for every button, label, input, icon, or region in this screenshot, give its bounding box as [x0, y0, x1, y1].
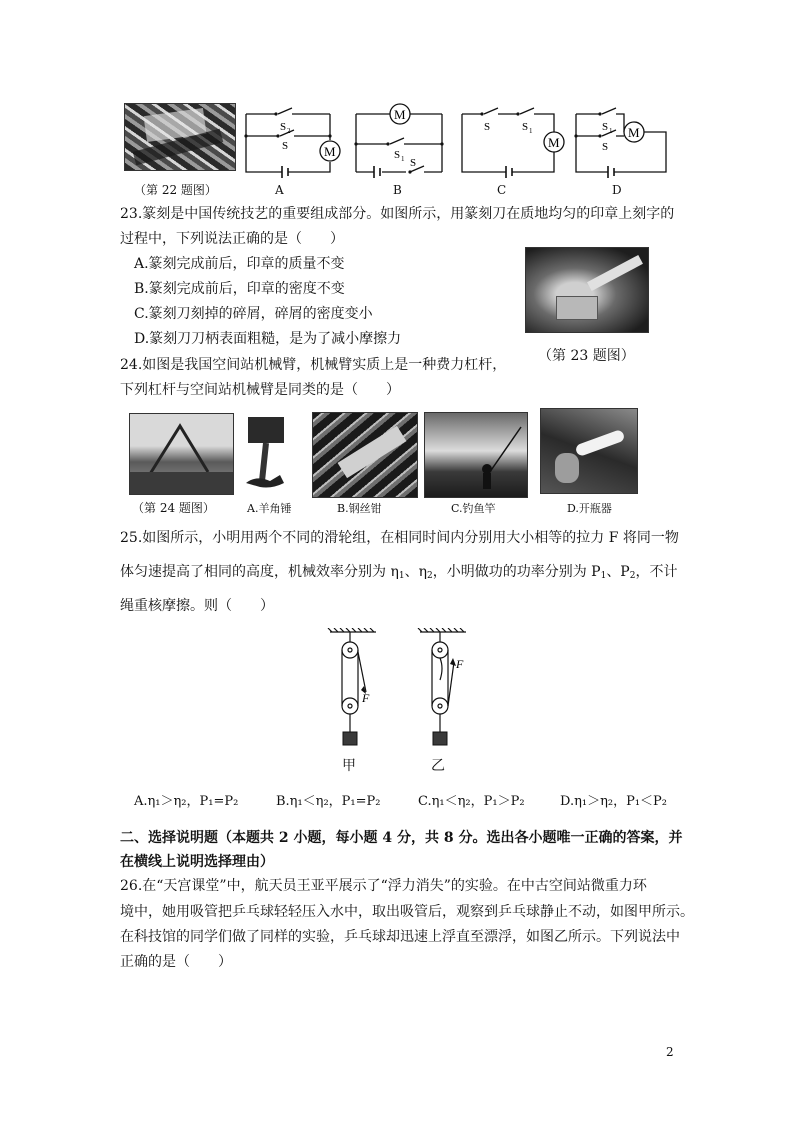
- q22-option-d: D: [612, 183, 622, 197]
- q25-pulley-figure-right: [416, 628, 482, 754]
- svg-text:S: S: [522, 121, 529, 133]
- svg-text:1: 1: [401, 155, 405, 163]
- svg-text:S: S: [484, 121, 491, 133]
- svg-text:1: 1: [609, 127, 613, 135]
- q25-label-yi: 乙: [431, 758, 445, 774]
- q22-circuit-a: [238, 100, 346, 182]
- q24-stem-line1: 24.如图是我国空间站机械臂，机械臂实质上是一种费力杠杆，: [120, 357, 507, 373]
- q26-line3: 在科技馆的同学们做了同样的实验，乒乓球却迅速上浮直至漂浮，如图乙所示。下列说法中: [120, 929, 680, 945]
- q22-option-b: B: [393, 183, 402, 197]
- svg-text:M: M: [394, 107, 406, 122]
- q25-option-a: A.η₁＞η₂，P₁=P₂: [134, 794, 239, 809]
- q23-option-a: A.篆刻完成前后，印章的质量不变: [134, 256, 345, 272]
- q22-circuit-c: [456, 100, 568, 182]
- q26-line4: 正确的是（ ）: [120, 954, 232, 970]
- q22-option-a: A: [275, 183, 284, 197]
- q24-caption: （第 24 题图）: [132, 501, 215, 515]
- q24-label-d: D.开瓶器: [567, 502, 612, 515]
- svg-text:1: 1: [529, 127, 533, 135]
- q24-claw-hammer: [240, 413, 300, 498]
- svg-text:F: F: [456, 657, 464, 671]
- svg-text:F: F: [362, 691, 370, 705]
- q25-option-d: D.η₁＞η₂，P₁＜P₂: [560, 794, 668, 809]
- svg-text:M: M: [628, 125, 640, 140]
- q25-stem-line1: 25.如图所示，小明用两个不同的滑轮组，在相同时间内分别用大小相等的拉力 F 将同一物: [120, 530, 679, 546]
- q23-caption: （第 23 题图）: [538, 348, 635, 364]
- svg-text:S: S: [410, 157, 417, 169]
- svg-text:S: S: [602, 121, 609, 133]
- q26-line2: 境中，她用吸管把乒乓球轻轻压入水中，取出吸管后，观察到乒乓球静止不动，如图甲所示。: [120, 904, 694, 920]
- q24-label-b: B.钢丝钳: [337, 502, 382, 515]
- q22-circuit-d: [570, 100, 674, 182]
- q25-label-jia: 甲: [342, 758, 356, 774]
- q24-stem-line2: 下列杠杆与空间站机械臂是同类的是（ ）: [120, 382, 400, 398]
- q22-caption: （第 22 题图）: [134, 183, 217, 197]
- q23-option-c: C.篆刻刀刻掉的碎屑，碎屑的密度变小: [134, 306, 373, 322]
- q24-photo-pliers: [312, 412, 418, 498]
- svg-text:2: 2: [287, 127, 291, 135]
- page-number: 2: [666, 1045, 674, 1059]
- svg-text:M: M: [324, 144, 336, 159]
- section2-title-line1: 二、选择说明题（本题共 2 小题，每小题 4 分，共 8 分。选出各小题唯一正确的答案，并: [120, 830, 683, 846]
- q22-circuit-b: [348, 100, 448, 182]
- q24-label-c: C.钓鱼竿: [451, 502, 496, 515]
- svg-text:S: S: [282, 140, 289, 152]
- section2-title-line2: 在横线上说明选择理由）: [120, 854, 274, 870]
- q24-photo-robot-arm: [129, 413, 234, 495]
- q25-option-b: B.η₁＜η₂，P₁=P₂: [276, 794, 381, 809]
- q26-line1: 26.在“天宫课堂”中，航天员王亚平展示了“浮力消失”的实验。在中古空间站微重力环: [120, 878, 647, 894]
- svg-text:S: S: [602, 141, 609, 153]
- q25-pulley-figure-left: [326, 628, 392, 754]
- svg-text:M: M: [548, 135, 560, 150]
- q23-stem-line2: 过程中，下列说法正确的是（ ）: [120, 231, 344, 247]
- q25-stem-line2: 体匀速提高了相同的高度，机械效率分别为 $\eta_1$、$\eta_2$，小明做功的功率分别为 $P_1$、$P_2$，不计: [120, 564, 678, 581]
- svg-text:S: S: [280, 121, 287, 133]
- q23-option-b: B.篆刻完成前后，印章的密度不变: [134, 281, 345, 297]
- q22-option-c: C: [497, 183, 507, 197]
- q23-photo: [525, 247, 649, 333]
- q22-photo: [124, 103, 236, 171]
- q24-photo-bottle-opener: [540, 408, 638, 494]
- q25-option-c: C.η₁＜η₂，P₁＞P₂: [418, 794, 525, 809]
- q23-stem-line1: 23.篆刻是中国传统技艺的重要组成部分。如图所示，用篆刻刀在质地均匀的印章上刻字的: [120, 206, 675, 222]
- q23-option-d: D.篆刻刀刀柄表面粗糙，是为了减小摩擦力: [134, 331, 402, 347]
- q25-stem-line3: 绳重核摩擦。则（ ）: [120, 598, 274, 614]
- q24-photo-fishing-rod: [424, 412, 528, 498]
- svg-text:S: S: [394, 149, 401, 161]
- q24-label-a: A.羊角锤: [247, 502, 292, 515]
